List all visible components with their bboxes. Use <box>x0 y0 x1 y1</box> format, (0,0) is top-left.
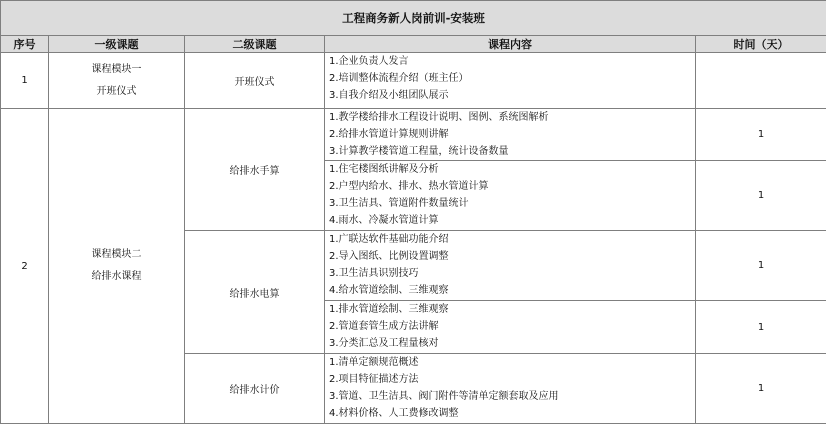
content-line: 3.自我介绍及小组团队展示 <box>329 90 449 101</box>
module-title: 开班仪式 <box>96 85 137 97</box>
header-level2: 二级课题 <box>185 36 325 53</box>
content-cell <box>325 354 696 424</box>
days-cell: 1 <box>696 301 826 354</box>
level2-cell: 给排水计价 <box>185 354 325 424</box>
level2-cell: 开班仪式 <box>185 53 325 109</box>
content-line: 1.住宅楼图纸讲解及分析 <box>329 164 439 175</box>
header-days: 时间（天） <box>696 36 826 53</box>
module-title: 给排水课程 <box>91 271 142 282</box>
content-cell <box>325 109 696 161</box>
row-no: 2 <box>1 109 49 424</box>
content-line: 3.管道、卫生洁具、阀门附件等清单定额套取及应用 <box>329 391 559 402</box>
content-line: 3.分类汇总及工程量核对 <box>329 338 439 349</box>
module-label: 课程模块一 <box>91 63 142 75</box>
content-line: 3.卫生洁具识别技巧 <box>329 268 419 279</box>
content-line: 1.清单定额规范概述 <box>329 357 419 368</box>
content-cell <box>325 231 696 301</box>
row-no: 1 <box>1 53 49 109</box>
content-line: 3.计算教学楼管道工程量，统计设备数量 <box>329 146 509 157</box>
content-line: 4.给水管道绘制、三维观察 <box>329 285 449 296</box>
content-line: 4.材料价格、人工费修改调整 <box>329 408 459 419</box>
content-line: 1.广联达软件基础功能介绍 <box>329 234 449 245</box>
table-row <box>1 109 826 161</box>
content-line: 2.项目特征描述方法 <box>329 374 419 385</box>
content-line: 2.培训整体流程介绍（班主任） <box>329 73 469 84</box>
days-cell: 1 <box>696 354 826 424</box>
table-row <box>1 53 826 109</box>
header-no: 序号 <box>1 36 49 53</box>
content-cell <box>325 161 696 231</box>
module-label: 课程模块二 <box>91 249 142 260</box>
header-level1: 一级课题 <box>49 36 185 53</box>
header-content: 课程内容 <box>325 36 696 53</box>
days-cell: 1 <box>696 109 826 161</box>
level1-cell <box>49 53 185 109</box>
content-line: 4.雨水、冷凝水管道计算 <box>329 215 439 226</box>
table-title: 工程商务新人岗前训-安装班 <box>1 1 826 36</box>
content-line: 1.教学楼给排水工程设计说明、图例、系统图解析 <box>329 112 549 123</box>
content-line: 2.给排水管道计算规则讲解 <box>329 129 449 140</box>
days-cell: 1 <box>696 231 826 301</box>
content-line: 2.导入图纸、比例设置调整 <box>329 251 449 262</box>
content-line: 3.卫生洁具、管道附件数量统计 <box>329 198 469 209</box>
level1-cell <box>49 109 185 424</box>
content-line: 1.排水管道绘制、三维观察 <box>329 304 449 315</box>
content-cell <box>325 53 696 109</box>
days-cell: 1 <box>696 161 826 231</box>
days-cell <box>696 53 826 109</box>
level2-cell: 给排水手算 <box>185 109 325 231</box>
content-line: 1.企业负责人发言 <box>329 56 409 67</box>
content-line: 2.管道套管生成方法讲解 <box>329 321 439 332</box>
content-line: 2.户型内给水、排水、热水管道计算 <box>329 181 489 192</box>
level2-cell: 给排水电算 <box>185 231 325 354</box>
content-cell <box>325 301 696 354</box>
